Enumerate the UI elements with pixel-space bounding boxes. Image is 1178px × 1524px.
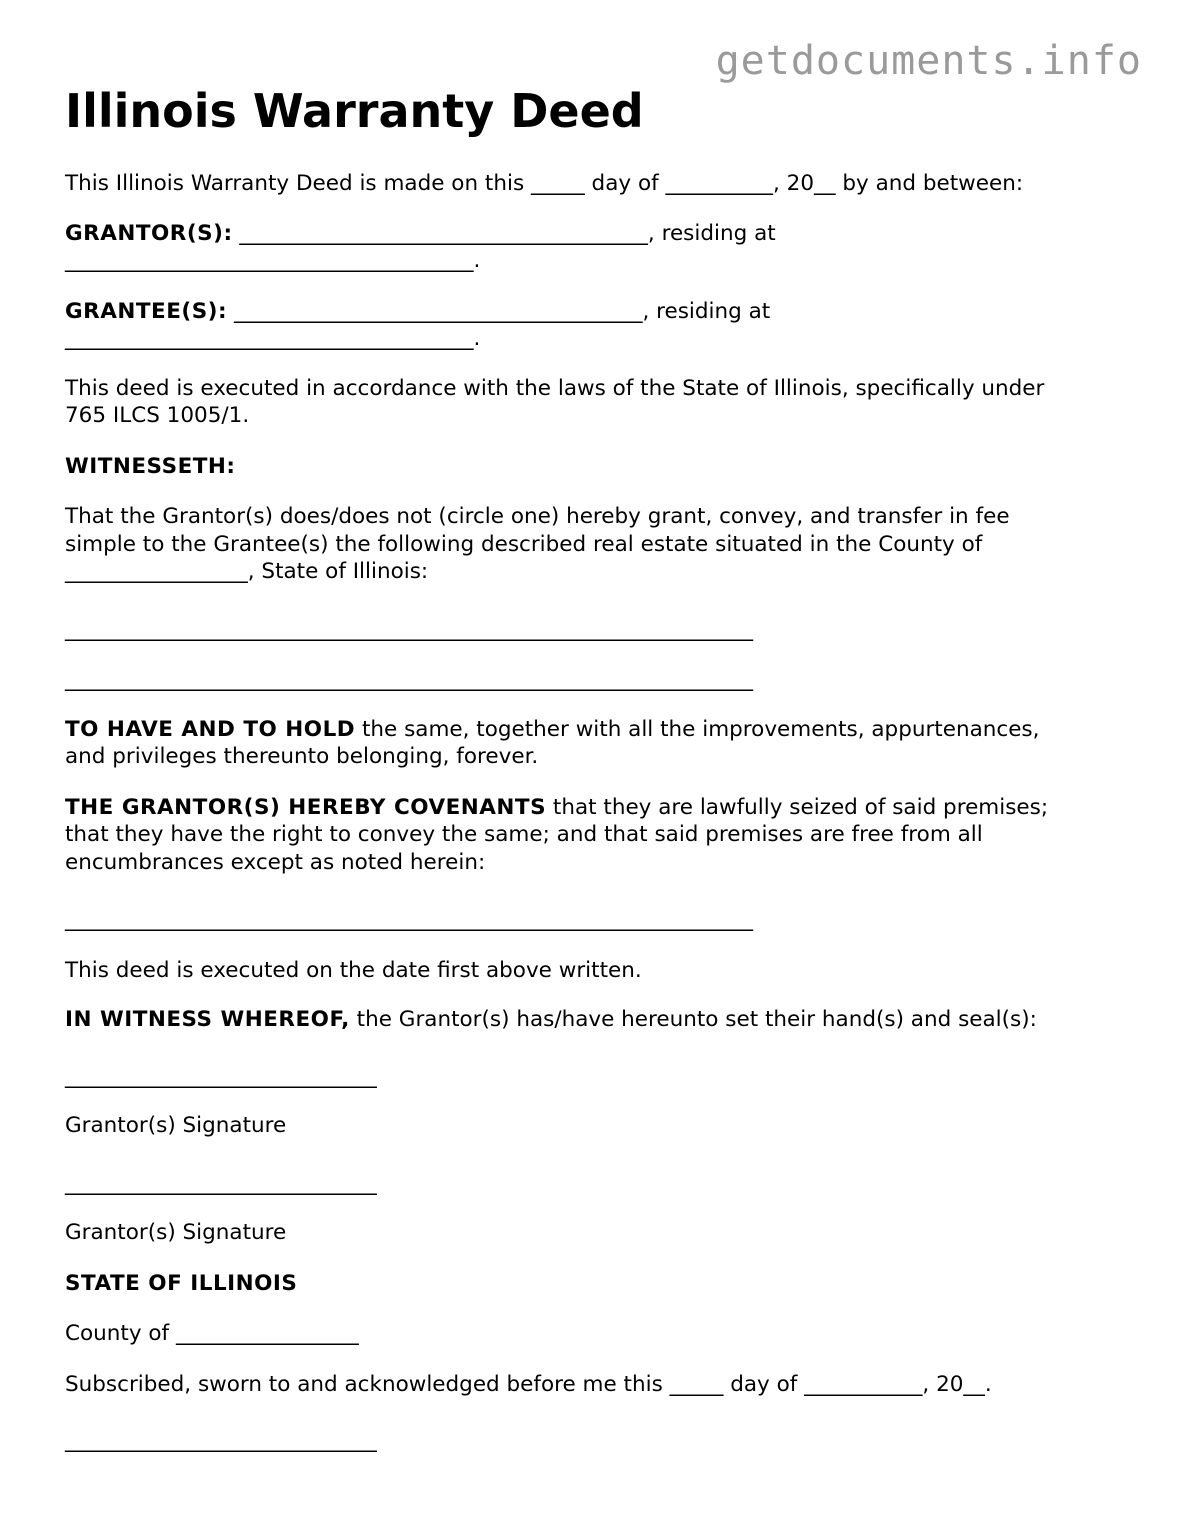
signature-line-2: _____________________________ (65, 1170, 377, 1196)
witness-heading: IN WITNESS WHEREOF, (65, 1007, 350, 1032)
watermark: getdocuments.info (715, 38, 1142, 84)
witness-text: the Grantor(s) has/have hereunto set their hand(s) and seal(s): (349, 1007, 1037, 1032)
grantee-paragraph (65, 298, 1125, 353)
law-line-1: This deed is executed in accordance with the laws of the State of Illinois, specifically under (65, 375, 1045, 401)
covenants-line-2: that they have the right to convey the same; and that said premises are free from all (65, 822, 983, 847)
habendum-line-2: and privileges thereunto belonging, forever. (65, 744, 539, 769)
grant-line-3: _________________, State of Illinois: (65, 559, 429, 584)
property-description-line-1: ________________________________________________________________ (65, 616, 753, 642)
grantor-name-field: ______________________________________, residing at (232, 220, 776, 246)
law-paragraph (65, 375, 1125, 430)
habendum-heading: TO HAVE AND TO HOLD (65, 716, 356, 742)
signature-label-2: Grantor(s) Signature (65, 1220, 287, 1245)
covenants-line-3: encumbrances except as noted herein: (65, 849, 486, 875)
signature-label-1: Grantor(s) Signature (65, 1113, 287, 1138)
subscribed-statement: Subscribed, sworn to and acknowledged before me this _____ day of ___________, 20__. (65, 1371, 992, 1397)
signature-line-1: _____________________________ (65, 1063, 377, 1089)
encumbrances-line: ________________________________________________________________ (65, 907, 753, 932)
page-title: Illinois Warranty Deed (65, 84, 644, 138)
grantor-paragraph (65, 220, 1125, 275)
habendum-paragraph (65, 716, 1125, 771)
covenants-line-1: that they are lawfully seized of said premises; (546, 794, 1049, 820)
notary-signature-line: _____________________________ (65, 1428, 377, 1453)
grantor-address-field: ______________________________________. (65, 248, 481, 273)
grantee-address-field: ______________________________________. (65, 326, 481, 351)
intro-paragraph: This Illinois Warranty Deed is made on this _____ day of __________, 20__ by and between: (65, 171, 1024, 196)
grantee-label: GRANTEE(S): (65, 298, 228, 324)
document-page (65, 80, 1125, 1455)
county-line: County of _________________ (65, 1321, 359, 1346)
habendum-line-1: the same, together with all the improvements, appurtenances, (355, 716, 1040, 742)
property-description-line-2: ________________________________________________________________ (65, 667, 753, 692)
grant-line-2: simple to the Grantee(s) the following described real estate situated in the County of (65, 531, 983, 557)
grant-paragraph (65, 503, 1125, 586)
covenants-paragraph (65, 794, 1125, 877)
grant-line-1: That the Grantor(s) does/does not (circle one) hereby grant, convey, and transfer in fee (65, 504, 1010, 529)
witness-paragraph (65, 1006, 1125, 1034)
witnesseth-heading: WITNESSETH: (65, 453, 236, 479)
state-heading: STATE OF ILLINOIS (65, 1270, 298, 1296)
grantee-name-field: ______________________________________, residing at (227, 298, 771, 324)
grantor-label: GRANTOR(S): (65, 220, 233, 246)
covenants-heading: THE GRANTOR(S) HEREBY COVENANTS (65, 794, 547, 820)
law-line-2: 765 ILCS 1005/1. (65, 403, 250, 428)
executed-statement: This deed is executed on the date first above written. (65, 957, 642, 983)
